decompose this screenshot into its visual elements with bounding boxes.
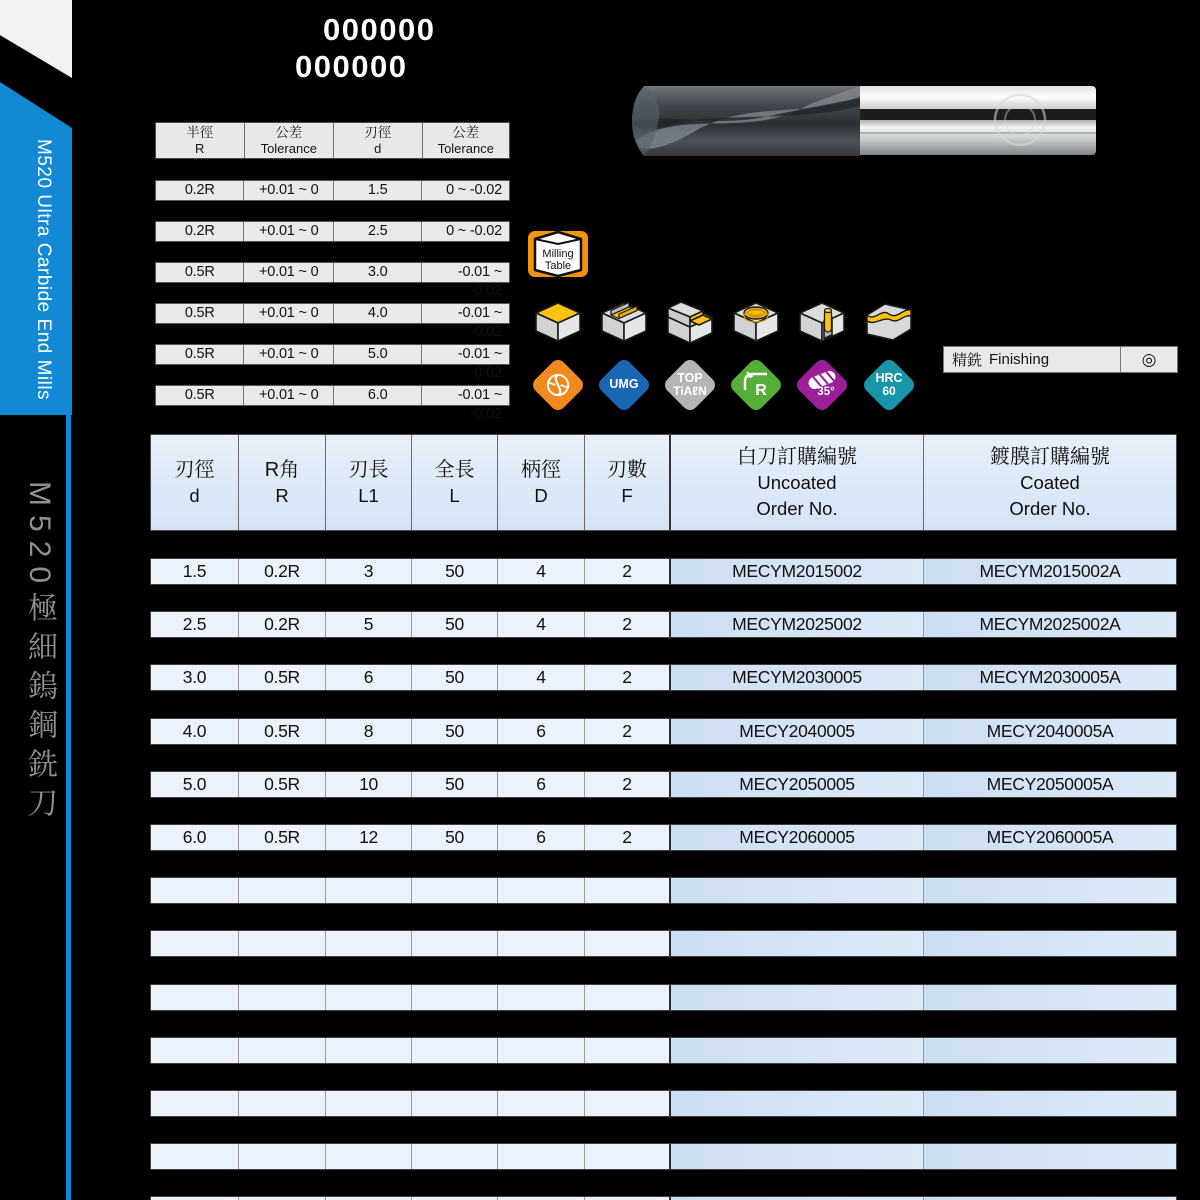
main-table-cell: 0.5R <box>238 719 325 744</box>
main-table-cell: 0.5R <box>238 665 325 690</box>
main-table-cell <box>238 985 325 1010</box>
milling-table-label-line1: Milling <box>542 248 574 260</box>
main-table-cell: MECY2060005A <box>923 825 1176 850</box>
helix-35-badge-label: 35° <box>817 386 835 399</box>
finishing-label-zh: 精銑 <box>952 352 983 369</box>
tolerance-header-cell: 刃徑 d <box>333 123 422 158</box>
main-table-cell <box>325 1144 411 1169</box>
tolerance-cell: 4.0 <box>333 304 421 323</box>
finishing-label <box>944 347 1120 372</box>
series-title-en: M520 Ultra Carbide End Mills <box>33 139 54 401</box>
main-table-cell: 3.0 <box>151 665 238 690</box>
main-header-cell: 白刀訂購編號 Uncoated Order No. <box>669 435 923 530</box>
finishing-label-en: Finishing <box>989 351 1050 368</box>
tolerance-cell: +0.01 ~ 0 <box>243 181 332 200</box>
main-table-cell <box>584 985 669 1010</box>
main-table-cell: 6 <box>497 825 584 850</box>
main-table-empty-row <box>150 930 1177 957</box>
main-table-cell: 2 <box>584 719 669 744</box>
main-table-row <box>150 771 1177 798</box>
hrc-badge-line2: 60 <box>882 384 896 399</box>
main-table-cell <box>497 985 584 1010</box>
main-table-cell: 0.2R <box>238 612 325 637</box>
main-table-cell <box>325 1038 411 1063</box>
face-milling-icon <box>530 295 586 347</box>
main-table-empty-row <box>150 984 1177 1011</box>
corner-radius-badge-label: R <box>755 381 767 399</box>
main-table-cell: MECYM2030005A <box>923 665 1176 690</box>
main-table-cell: 6.0 <box>151 825 238 850</box>
tolerance-cell: +0.01 ~ 0 <box>243 222 332 241</box>
main-table-row <box>150 824 1177 851</box>
main-table-cell <box>584 1144 669 1169</box>
main-table-cell <box>923 1144 1176 1169</box>
slot-milling-icon <box>596 295 652 347</box>
main-table-cell <box>923 985 1176 1010</box>
main-table-cell <box>238 1144 325 1169</box>
finishing-bar <box>943 346 1178 373</box>
main-table-cell <box>497 1038 584 1063</box>
tolerance-cell: +0.01 ~ 0 <box>243 386 332 405</box>
main-table-cell: 6 <box>325 665 411 690</box>
main-table-cell <box>325 878 411 903</box>
endmill-cross-section-icon <box>543 370 573 400</box>
tolerance-cell: 0.2R <box>184 223 215 239</box>
main-table-cell: MECYM2015002 <box>669 559 923 584</box>
main-table-cell <box>923 1038 1176 1063</box>
main-table-cell: 50 <box>411 665 497 690</box>
tolerance-cell: +0.01 ~ 0 <box>243 345 332 364</box>
main-table-cell: 2 <box>584 772 669 797</box>
main-table-cell: 5 <box>325 612 411 637</box>
main-table-cell <box>151 1144 238 1169</box>
main-table-cell <box>238 931 325 956</box>
main-table-cell <box>584 1038 669 1063</box>
plunge-milling-icon <box>794 295 850 347</box>
main-table-cell <box>669 985 923 1010</box>
tolerance-table-header <box>155 122 510 159</box>
main-table-cell: MECYM2015002A <box>923 559 1176 584</box>
main-table-row <box>150 611 1177 638</box>
main-table-cell: 50 <box>411 559 497 584</box>
main-table-cell: 50 <box>411 719 497 744</box>
main-table-cell: MECY2060005 <box>669 825 923 850</box>
main-table-cell: 0.5R <box>238 825 325 850</box>
part-number-bottom: 000000 <box>295 49 408 84</box>
tolerance-table-rows <box>155 180 510 422</box>
main-table-empty-row <box>150 1090 1177 1117</box>
top-tialn-badge <box>662 357 719 414</box>
main-table-cell: MECY2050005A <box>923 772 1176 797</box>
hrc-badge-line1: HRC <box>875 371 903 386</box>
main-table-cell: 2 <box>584 559 669 584</box>
tolerance-cell: -0.01 ~ -0.02 <box>421 304 509 323</box>
main-table-cell <box>669 878 923 903</box>
main-table-cell <box>497 931 584 956</box>
main-table-cell <box>411 985 497 1010</box>
sidebar-top-white-banner <box>0 0 72 78</box>
tolerance-cell: 0.5R <box>184 264 215 280</box>
corner-radius-badge <box>728 357 785 414</box>
main-table-cell: 12 <box>325 825 411 850</box>
profile-milling-icon <box>861 295 917 347</box>
finishing-rating-mark: ◎ <box>1120 347 1177 372</box>
main-table-cell: 4.0 <box>151 719 238 744</box>
main-table-cell: 8 <box>325 719 411 744</box>
main-table-row <box>150 664 1177 691</box>
main-table-row <box>150 718 1177 745</box>
main-table-cell <box>411 1091 497 1116</box>
main-table-cell: 3 <box>325 559 411 584</box>
end-mill-photo-graphic <box>628 78 1100 164</box>
tolerance-row <box>155 385 510 422</box>
tolerance-cell: +0.01 ~ 0 <box>243 263 332 282</box>
main-table-cell <box>497 1091 584 1116</box>
main-table-cell <box>238 1038 325 1063</box>
tolerance-cell: -0.01 ~ -0.02 <box>421 345 509 364</box>
main-table-rows <box>150 558 1177 1200</box>
main-table-cell: 2 <box>584 665 669 690</box>
main-table-cell: MECY2050005 <box>669 772 923 797</box>
main-table-cell <box>151 931 238 956</box>
main-table-cell <box>923 931 1176 956</box>
main-table-empty-row <box>150 1037 1177 1064</box>
main-table-cell: 4 <box>497 665 584 690</box>
tolerance-cell: -0.01 ~ -0.02 <box>421 386 509 405</box>
main-table-cell <box>669 1038 923 1063</box>
tolerance-table <box>155 122 510 422</box>
tolerance-cell: -0.01 ~ -0.02 <box>421 263 509 282</box>
helical-pocket-milling-icon <box>728 295 784 347</box>
tolerance-row <box>155 262 510 299</box>
main-table-cell <box>238 878 325 903</box>
milling-table-label-line2: Table <box>544 260 572 272</box>
milling-table-book-icon <box>527 228 589 280</box>
main-table-cell: 4 <box>497 612 584 637</box>
tolerance-cell: +0.01 ~ 0 <box>243 304 332 323</box>
main-table-cell: 2 <box>584 612 669 637</box>
main-header-cell: 刃數 F <box>584 435 669 530</box>
main-table-cell <box>151 1091 238 1116</box>
main-table-cell <box>151 878 238 903</box>
top-tialn-badge-line1: TOP <box>677 371 703 386</box>
main-table-cell <box>325 985 411 1010</box>
main-table-row <box>150 558 1177 585</box>
main-header-cell: 柄徑 D <box>497 435 584 530</box>
tolerance-header-cell: 公差 Tolerance <box>422 123 510 158</box>
main-table-cell: 50 <box>411 612 497 637</box>
main-table-header <box>150 434 1177 531</box>
main-table-cell: MECYM2025002A <box>923 612 1176 637</box>
main-table-cell: MECY2040005A <box>923 719 1176 744</box>
main-table-cell: 50 <box>411 772 497 797</box>
main-header-cell: 鍍膜訂購編號 Coated Order No. <box>923 435 1176 530</box>
sidebar-accent-line <box>66 414 71 1200</box>
tolerance-header-cell: 公差 Tolerance <box>244 123 334 158</box>
umg-badge-label: UMG <box>609 377 639 392</box>
main-table-empty-row <box>150 1143 1177 1170</box>
main-table-cell <box>411 1038 497 1063</box>
tolerance-cell: 0.5R <box>184 346 215 362</box>
main-table-cell: 4 <box>497 559 584 584</box>
endmill-cross-section-badge <box>530 357 587 414</box>
main-table-cell <box>411 1144 497 1169</box>
main-table-cell <box>669 1144 923 1169</box>
tolerance-header-cell: 半徑 R <box>186 124 214 156</box>
main-table-cell: 2.5 <box>151 612 238 637</box>
main-table-cell <box>584 878 669 903</box>
main-table-cell: 0.5R <box>238 772 325 797</box>
tolerance-cell: 0.5R <box>184 305 215 321</box>
main-table-cell <box>238 1091 325 1116</box>
main-table-cell <box>497 878 584 903</box>
main-table-cell: 5.0 <box>151 772 238 797</box>
tolerance-cell: 3.0 <box>333 263 421 282</box>
main-table-cell: 0.2R <box>238 559 325 584</box>
tolerance-cell: 0.5R <box>184 387 215 403</box>
main-table-cell <box>584 1091 669 1116</box>
main-header-cell: 刃長 L1 <box>325 435 411 530</box>
tolerance-cell: 0 ~ -0.02 <box>421 181 509 200</box>
main-table-cell <box>923 878 1176 903</box>
main-table-cell: 10 <box>325 772 411 797</box>
main-table-cell <box>151 985 238 1010</box>
tolerance-cell: 6.0 <box>333 386 421 405</box>
tolerance-row <box>155 180 510 201</box>
part-number-top: 000000 <box>323 12 436 47</box>
main-table-cell: 6 <box>497 772 584 797</box>
main-table-cell <box>411 878 497 903</box>
hrc-60-badge <box>861 357 918 414</box>
tolerance-cell: 0.2R <box>184 182 215 198</box>
main-table-cell: 6 <box>497 719 584 744</box>
series-title-zh: M520極細鎢鋼銑刀 <box>23 481 56 827</box>
main-table-cell: 1.5 <box>151 559 238 584</box>
tolerance-row <box>155 303 510 340</box>
main-table-cell <box>411 931 497 956</box>
main-table-cell: MECY2040005 <box>669 719 923 744</box>
main-table-cell <box>923 1091 1176 1116</box>
helix-35-badge <box>794 357 851 414</box>
main-spec-table <box>150 434 1177 1200</box>
main-table-cell: 50 <box>411 825 497 850</box>
side-step-milling-icon <box>662 295 718 347</box>
main-table-cell <box>325 1091 411 1116</box>
tolerance-row <box>155 344 510 381</box>
main-table-empty-row <box>150 1196 1177 1200</box>
umg-badge <box>596 357 653 414</box>
tolerance-cell: 0 ~ -0.02 <box>421 222 509 241</box>
main-table-cell <box>325 931 411 956</box>
main-header-cell: R角 R <box>238 435 325 530</box>
main-header-cell: 刃徑 d <box>174 458 215 506</box>
tolerance-cell: 5.0 <box>333 345 421 364</box>
main-table-cell <box>584 931 669 956</box>
main-table-cell <box>669 931 923 956</box>
top-tialn-badge-line2: TiAℓN <box>673 384 707 399</box>
main-header-cell: 全長 L <box>411 435 497 530</box>
tolerance-cell: 2.5 <box>333 222 421 241</box>
main-table-cell: MECYM2025002 <box>669 612 923 637</box>
main-table-cell <box>497 1144 584 1169</box>
tolerance-cell: 1.5 <box>333 181 421 200</box>
main-table-cell: MECYM2030005 <box>669 665 923 690</box>
main-table-cell: 2 <box>584 825 669 850</box>
main-table-empty-row <box>150 877 1177 904</box>
tolerance-row <box>155 221 510 242</box>
end-mill-photo <box>628 78 1100 169</box>
main-table-cell <box>669 1091 923 1116</box>
milling-table-icon <box>527 228 589 280</box>
main-table-cell <box>151 1038 238 1063</box>
